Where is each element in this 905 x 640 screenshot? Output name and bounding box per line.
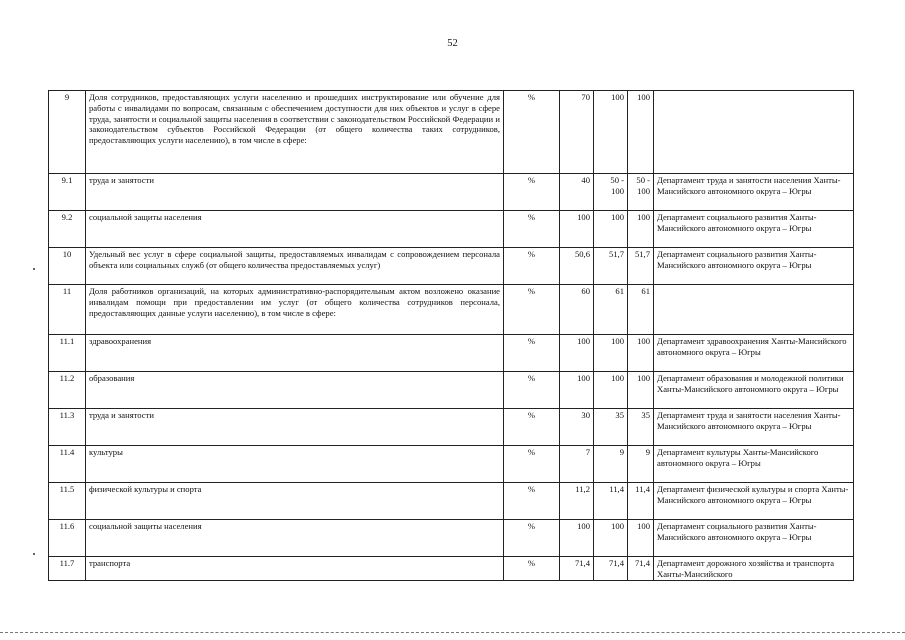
- value-cell: 71,4: [628, 557, 654, 581]
- table-row: [49, 483, 854, 520]
- table-row: [49, 557, 854, 581]
- row-number: 9: [49, 91, 86, 174]
- department-cell: Департамент образования и молодежной политики Ханты-Мансийского автономного округа – Югры: [654, 372, 854, 409]
- value-cell: 9: [594, 446, 628, 483]
- value-cell: 61: [628, 285, 654, 335]
- value-cell: 35: [628, 409, 654, 446]
- value-cell: 100: [594, 372, 628, 409]
- indicator-text: Удельный вес услуг в сфере социальной защиты, предоставляемых инвалидам с сопровождением персонала объекта или социальных служб (от общего количества предоставляемых услуг): [86, 248, 504, 285]
- indicator-text: образования: [86, 372, 504, 409]
- indicator-text: Доля работников организаций, на которых административно-распорядительным актом возложено оказание инвалидам помощи при предоставлении им услуг (от общего количества сотрудников персонала, предоставляющих данные услуги населению), в том числе в сфере:: [86, 285, 504, 335]
- row-number: 11.7: [49, 557, 86, 581]
- table-row: [49, 446, 854, 483]
- row-number: 11.6: [49, 520, 86, 557]
- table-row: [49, 248, 854, 285]
- department-cell: Департамент социального развития Ханты-Мансийского автономного округа – Югры: [654, 211, 854, 248]
- value-cell: 70: [560, 91, 594, 174]
- indicator-text: физической культуры и спорта: [86, 483, 504, 520]
- department-cell: [654, 285, 854, 335]
- value-cell: 100: [628, 520, 654, 557]
- row-number: 9.1: [49, 174, 86, 211]
- scan-speck: [33, 553, 35, 555]
- value-cell: 7: [560, 446, 594, 483]
- indicator-text: труда и занятости: [86, 174, 504, 211]
- indicator-text: социальной защиты населения: [86, 520, 504, 557]
- value-cell: 60: [560, 285, 594, 335]
- department-cell: Департамент культуры Ханты-Мансийского автономного округа – Югры: [654, 446, 854, 483]
- scan-speck: [33, 268, 35, 270]
- unit-cell: %: [504, 409, 560, 446]
- value-cell: 100: [560, 211, 594, 248]
- row-number: 10: [49, 248, 86, 285]
- unit-cell: %: [504, 91, 560, 174]
- table-row: [49, 91, 854, 174]
- indicators-table: [48, 90, 854, 581]
- department-cell: Департамент социального развития Ханты-Мансийского автономного округа – Югры: [654, 520, 854, 557]
- unit-cell: %: [504, 174, 560, 211]
- value-cell: 50,6: [560, 248, 594, 285]
- value-cell: 100: [594, 211, 628, 248]
- value-cell: 100: [594, 520, 628, 557]
- unit-cell: %: [504, 557, 560, 581]
- value-cell: 100: [628, 91, 654, 174]
- unit-cell: %: [504, 248, 560, 285]
- department-cell: Департамент здравоохранения Ханты-Мансийского автономного округа – Югры: [654, 335, 854, 372]
- table-row: [49, 174, 854, 211]
- unit-cell: %: [504, 446, 560, 483]
- indicator-text: культуры: [86, 446, 504, 483]
- row-number: 11.3: [49, 409, 86, 446]
- value-cell: 100: [628, 372, 654, 409]
- value-cell: 50 - 100: [594, 174, 628, 211]
- row-number: 11.5: [49, 483, 86, 520]
- value-cell: 35: [594, 409, 628, 446]
- value-cell: 100: [560, 520, 594, 557]
- table-row: [49, 285, 854, 335]
- value-cell: 51,7: [594, 248, 628, 285]
- table-row: [49, 372, 854, 409]
- department-cell: Департамент физической культуры и спорта Ханты-Мансийского автономного округа – Югры: [654, 483, 854, 520]
- table-body: [49, 91, 854, 581]
- value-cell: 50 - 100: [628, 174, 654, 211]
- value-cell: 11,4: [594, 483, 628, 520]
- unit-cell: %: [504, 372, 560, 409]
- value-cell: 11,2: [560, 483, 594, 520]
- indicator-text: транспорта: [86, 557, 504, 581]
- page-number: 52: [447, 38, 458, 49]
- indicator-text: Доля сотрудников, предоставляющих услуги населению и прошедших инструктирование или обучение для работы с инвалидами по вопросам, связанным с обеспечением доступности для них объектов и услуг в сфере труда, занятости и социальной защиты населения в соответствии с законодательством Российской Федерации и законодательством субъектов Российской Федерации (от общего количества таких сотрудников, предоставляющих услуги населению), в том числе в сфере:: [86, 91, 504, 174]
- indicator-text: труда и занятости: [86, 409, 504, 446]
- table-row: [49, 409, 854, 446]
- table-row: [49, 520, 854, 557]
- value-cell: 100: [594, 335, 628, 372]
- row-number: 9.2: [49, 211, 86, 248]
- row-number: 11.4: [49, 446, 86, 483]
- indicator-text: здравоохранения: [86, 335, 504, 372]
- value-cell: 100: [628, 211, 654, 248]
- department-cell: Департамент труда и занятости населения Ханты-Мансийского автономного округа – Югры: [654, 174, 854, 211]
- value-cell: 30: [560, 409, 594, 446]
- unit-cell: %: [504, 285, 560, 335]
- value-cell: 9: [628, 446, 654, 483]
- value-cell: 61: [594, 285, 628, 335]
- row-number: 11.2: [49, 372, 86, 409]
- unit-cell: %: [504, 211, 560, 248]
- value-cell: 100: [594, 91, 628, 174]
- value-cell: 71,4: [594, 557, 628, 581]
- unit-cell: %: [504, 520, 560, 557]
- department-cell: Департамент труда и занятости населения Ханты-Мансийского автономного округа – Югры: [654, 409, 854, 446]
- table-row: [49, 335, 854, 372]
- value-cell: 71,4: [560, 557, 594, 581]
- department-cell: Департамент социального развития Ханты-Мансийского автономного округа – Югры: [654, 248, 854, 285]
- department-cell: Департамент дорожного хозяйства и транспорта Ханты-Мансийского: [654, 557, 854, 581]
- indicator-text: социальной защиты населения: [86, 211, 504, 248]
- unit-cell: %: [504, 335, 560, 372]
- page-bottom-edge: [0, 632, 905, 633]
- value-cell: 51,7: [628, 248, 654, 285]
- value-cell: 100: [560, 335, 594, 372]
- row-number: 11.1: [49, 335, 86, 372]
- unit-cell: %: [504, 483, 560, 520]
- value-cell: 100: [560, 372, 594, 409]
- table-row: [49, 211, 854, 248]
- value-cell: 100: [628, 335, 654, 372]
- row-number: 11: [49, 285, 86, 335]
- department-cell: [654, 91, 854, 174]
- value-cell: 11,4: [628, 483, 654, 520]
- value-cell: 40: [560, 174, 594, 211]
